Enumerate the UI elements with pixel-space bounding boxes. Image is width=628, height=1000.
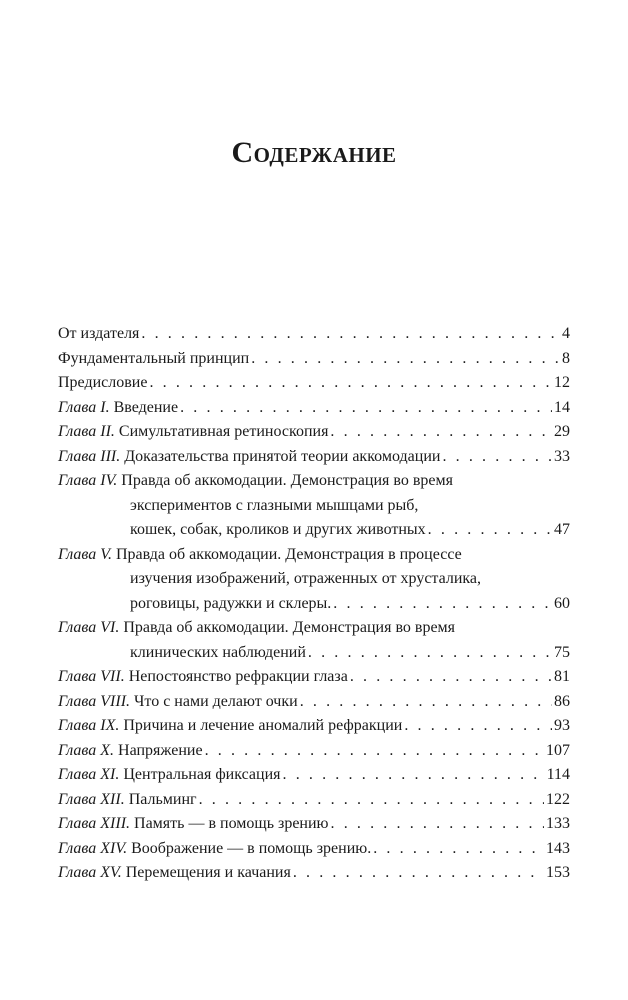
chapter-number: Глава IX. [58,717,120,734]
dot-leader [180,396,552,421]
toc-entry-label [58,616,455,641]
chapter-number: Глава XII. [58,790,125,808]
toc-entry-label [58,861,291,886]
toc-entry-line [58,739,570,764]
page-number: 122 [546,790,570,808]
toc-entry-line [58,420,570,445]
toc-entry-label [130,592,331,617]
toc-entry-label [58,837,371,862]
chapter-number: Глава VII. [58,668,125,685]
dot-leader [205,739,544,764]
toc-entry-line [58,567,570,592]
toc-entry-label [58,322,139,347]
toc-entry [58,763,570,788]
table-of-contents [58,322,570,886]
toc-entry [58,543,570,617]
toc-entry-label [130,494,418,519]
toc-entry-line [58,861,570,886]
chapter-number: Глава XIII. [58,815,131,832]
dot-leader [149,371,552,396]
page-number: 14 [554,398,570,416]
chapter-number: Глава XV. [58,864,122,881]
toc-entry-line [58,371,570,396]
chapter-title: Воображение — в помощь зрению. [131,839,372,857]
page-number: 8 [562,349,570,367]
page-number: 47 [554,521,570,538]
dot-leader [293,861,544,886]
toc-entry-line [58,812,570,837]
toc-entry-line [58,347,570,372]
chapter-title: Пальминг [128,790,197,808]
chapter-number: Глава III. [58,447,121,465]
toc-entry-line [58,616,570,641]
page-number: 86 [554,692,570,710]
chapter-title: Причина и лечение аномалий рефракции [123,717,403,734]
toc-entry [58,420,570,445]
chapter-title: От издателя [58,325,140,342]
toc-entry-line [58,641,570,666]
chapter-number: Глава I. [58,398,110,416]
chapter-title: Предисловие [58,374,148,391]
toc-entry-label [58,763,281,788]
page-number: 114 [546,766,570,783]
page-number: 4 [562,325,570,342]
toc-entry [58,861,570,886]
dot-leader [300,690,552,715]
toc-entry-line [58,322,570,347]
dot-leader [350,665,552,690]
page-number: 60 [554,594,570,612]
chapter-title: Перемещения и качания [125,864,291,881]
dot-leader [373,837,544,862]
page-number: 143 [546,839,570,857]
toc-entry-label [58,714,402,739]
toc-entry-label [58,788,197,813]
toc-entry [58,322,570,347]
toc-entry [58,396,570,421]
toc-entry-label [58,371,147,396]
chapter-title: кошек, собак, кроликов и других животных [130,521,426,538]
toc-entry-line [58,445,570,470]
toc-entry-label [58,739,203,764]
toc-entry-line [58,518,570,543]
toc-entry-line [58,763,570,788]
dot-leader [333,592,552,617]
toc-entry-label [130,567,481,592]
chapter-title: Память — в помощь зрению [134,815,329,832]
toc-entry [58,616,570,665]
chapter-number: Глава XIV. [58,839,128,857]
chapter-title: роговицы, радужки и склеры. [130,594,332,612]
page-number: 153 [546,864,570,881]
page-number: 75 [554,643,570,661]
chapter-title: Введение [113,398,179,416]
dot-leader [199,788,544,813]
toc-entry [58,347,570,372]
chapter-title: Что с нами делают очки [134,692,298,710]
chapter-number: Глава X. [58,741,115,759]
chapter-title: Правда об аккомодации. Демонстрация во время [123,619,456,636]
toc-entry-line [58,469,570,494]
toc-entry-label [58,420,328,445]
toc-entry-line [58,543,570,568]
toc-entry-label [58,543,462,568]
dot-leader [331,812,545,837]
toc-entry-line [58,494,570,519]
dot-leader [404,714,552,739]
toc-entry-line [58,690,570,715]
chapter-title: Правда об аккомодации. Демонстрация во время [121,472,453,489]
chapter-title: Напряжение [118,741,203,759]
toc-entry-label [58,347,249,372]
dot-leader [251,347,560,372]
page-title: Содержание [231,136,397,169]
dot-leader [428,518,552,543]
toc-entry-label [58,445,440,470]
chapter-number: Глава VIII. [58,692,131,710]
chapter-title: клинических наблюдений [130,643,306,661]
page-number: 107 [546,741,570,759]
page-number: 29 [554,423,570,440]
page-number: 133 [546,815,570,832]
chapter-number: Глава IV. [58,472,118,489]
toc-entry [58,714,570,739]
chapter-title: Симультативная ретиноскопия [118,423,329,440]
toc-entry-line [58,714,570,739]
toc-entry [58,812,570,837]
toc-entry-line [58,837,570,862]
chapter-title: экспериментов с глазными мышцами рыб, [130,496,419,514]
chapter-title: Непостоянство рефракции глаза [128,668,348,685]
toc-entry-label [58,469,453,494]
page-number: 12 [554,374,570,391]
dot-leader [442,445,552,470]
chapter-number: Глава V. [58,545,112,563]
toc-entry [58,837,570,862]
toc-entry-label [130,518,426,543]
dot-leader [330,420,552,445]
page-number: 93 [554,717,570,734]
toc-entry-line [58,396,570,421]
toc-entry-label [58,690,298,715]
chapter-number: Глава VI. [58,619,120,636]
toc-entry [58,445,570,470]
toc-entry-label [58,812,329,837]
chapter-number: Глава XI. [58,766,120,783]
toc-entry [58,469,570,543]
toc-entry-label [58,396,178,421]
chapter-number: Глава II. [58,423,115,440]
toc-entry [58,690,570,715]
toc-entry-line [58,665,570,690]
toc-entry [58,739,570,764]
chapter-title: Доказательства принятой теории аккомодации [124,447,441,465]
chapter-title: Фундаментальный принцип [58,349,250,367]
toc-entry-label [130,641,306,666]
toc-entry [58,665,570,690]
toc-entry-label [58,665,348,690]
toc-entry [58,788,570,813]
chapter-title: Центральная фиксация [123,766,281,783]
page-number: 33 [554,447,570,465]
page-number: 81 [554,668,570,685]
dot-leader [308,641,552,666]
chapter-title: Правда об аккомодации. Демонстрация в процессе [115,545,462,563]
toc-entry-line [58,788,570,813]
chapter-title: изучения изображений, отраженных от хрусталика, [130,570,482,587]
toc-entry-line [58,592,570,617]
dot-leader [283,763,545,788]
toc-entry [58,371,570,396]
dot-leader [141,322,560,347]
